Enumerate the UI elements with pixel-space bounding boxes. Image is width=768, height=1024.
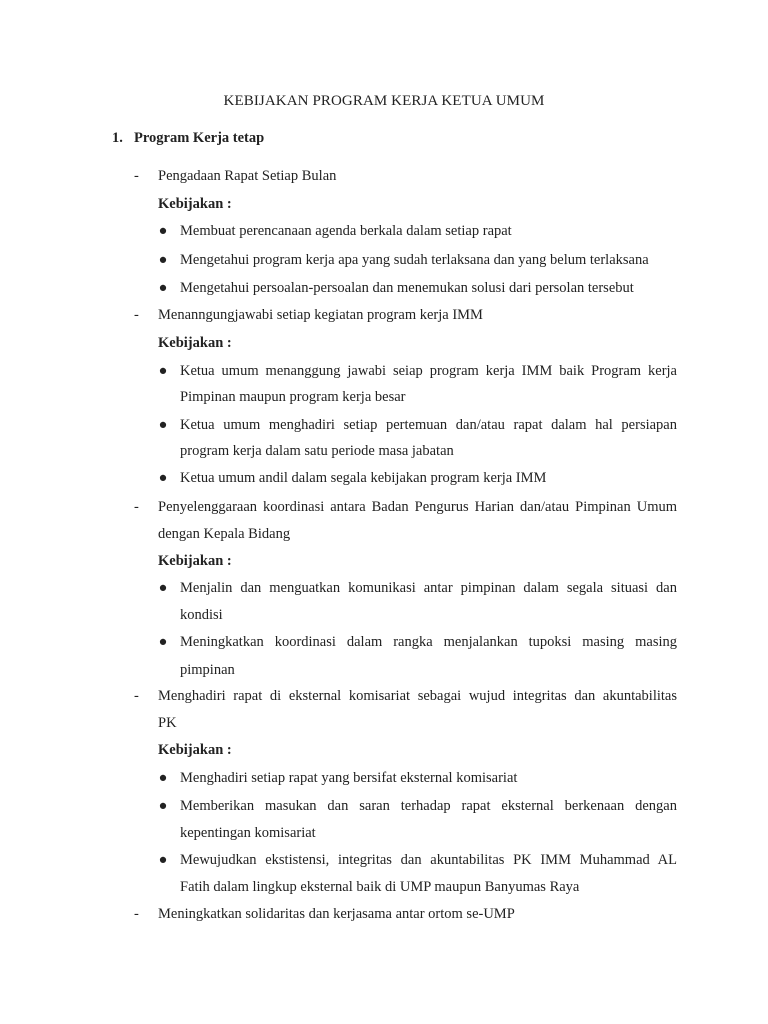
section-title: Program Kerja tetap xyxy=(134,130,265,146)
program-4-dash: - xyxy=(134,688,139,704)
program-4-policy-1: Menghadiri setiap rapat yang bersifat eksternal komisariat xyxy=(180,770,518,786)
bullet-icon: ● xyxy=(158,363,168,379)
bullet-icon: ● xyxy=(158,417,168,433)
bullet-icon: ● xyxy=(158,580,168,596)
program-3-policy-2-line-2: pimpinan xyxy=(180,662,235,678)
program-3-policy-2-line-1: Meningkatkan koordinasi dalam rangka menjalankan tupoksi masing masing xyxy=(180,634,677,650)
program-1-policy-2: Mengetahui program kerja apa yang sudah terlaksana dan yang belum terlaksana xyxy=(180,252,649,268)
bullet-icon: ● xyxy=(158,798,168,814)
program-2-policy-1-line-2: Pimpinan maupun program kerja besar xyxy=(180,389,406,405)
program-4-title-line-2: PK xyxy=(158,715,177,731)
program-3-title-line-2: dengan Kepala Bidang xyxy=(158,526,291,542)
bullet-icon: ● xyxy=(158,252,168,268)
bullet-icon: ● xyxy=(158,852,168,868)
program-1-kebijakan-label: Kebijakan : xyxy=(158,196,232,212)
program-4-policy-3-line-2: Fatih dalam lingkup eksternal baik di UMP maupun Banyumas Raya xyxy=(180,879,580,895)
program-3-policy-1-line-1: Menjalin dan menguatkan komunikasi antar pimpinan dalam segala situasi dan xyxy=(180,580,677,596)
document-title: KEBIJAKAN PROGRAM KERJA KETUA UMUM xyxy=(223,93,545,109)
bullet-icon: ● xyxy=(158,470,168,486)
program-2-policy-3: Ketua umum andil dalam segala kebijakan program kerja IMM xyxy=(180,470,547,486)
program-2-dash: - xyxy=(134,307,139,323)
program-4-policy-3-line-1: Mewujudkan ekstistensi, integritas dan akuntabilitas PK IMM Muhammad AL xyxy=(180,852,677,868)
program-3-title-line-1: Penyelenggaraan koordinasi antara Badan Pengurus Harian dan/atau Pimpinan Umum xyxy=(158,499,677,515)
program-4-policy-2-line-2: kepentingan komisariat xyxy=(180,825,316,841)
program-1-title: Pengadaan Rapat Setiap Bulan xyxy=(158,168,337,184)
bullet-icon: ● xyxy=(158,223,168,239)
program-2-kebijakan-label: Kebijakan : xyxy=(158,335,232,351)
program-3-kebijakan-label: Kebijakan : xyxy=(158,553,232,569)
bullet-icon: ● xyxy=(158,770,168,786)
section-number: 1. xyxy=(112,130,123,146)
program-3-dash: - xyxy=(134,499,139,515)
program-4-title-line-1: Menghadiri rapat di eksternal komisariat sebagai wujud integritas dan akuntabilitas xyxy=(158,688,677,704)
program-1-policy-3: Mengetahui persoalan-persoalan dan menemukan solusi dari persolan tersebut xyxy=(180,280,634,296)
program-5-title: Meningkatkan solidaritas dan kerjasama antar ortom se-UMP xyxy=(158,906,515,922)
program-4-policy-2-line-1: Memberikan masukan dan saran terhadap rapat eksternal berkenaan dengan xyxy=(180,798,677,814)
program-2-title: Menanngungjawabi setiap kegiatan program kerja IMM xyxy=(158,307,483,323)
program-2-policy-2-line-1: Ketua umum menghadiri setiap pertemuan dan/atau rapat dalam hal persiapan xyxy=(180,417,677,433)
bullet-icon: ● xyxy=(158,280,168,296)
program-3-policy-1-line-2: kondisi xyxy=(180,607,223,623)
program-2-policy-2-line-2: program kerja dalam satu periode masa jabatan xyxy=(180,443,454,459)
program-1-policy-1: Membuat perencanaan agenda berkala dalam setiap rapat xyxy=(180,223,512,239)
bullet-icon: ● xyxy=(158,634,168,650)
program-1-dash: - xyxy=(134,168,139,184)
program-4-kebijakan-label: Kebijakan : xyxy=(158,742,232,758)
program-5-dash: - xyxy=(134,906,139,922)
program-2-policy-1-line-1: Ketua umum menanggung jawabi seiap program kerja IMM baik Program kerja xyxy=(180,363,677,379)
